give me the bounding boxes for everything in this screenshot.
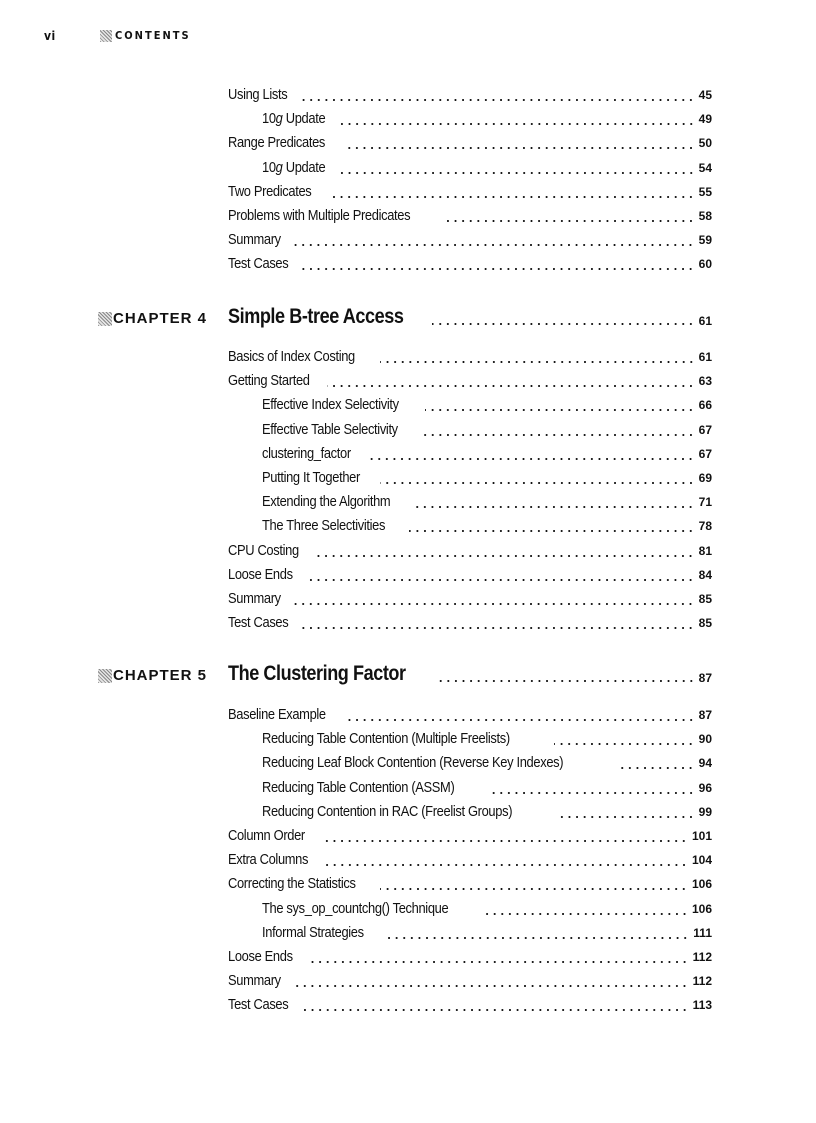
toc-entry[interactable] <box>228 344 712 366</box>
dot-leader <box>340 172 695 174</box>
toc-entry-page: 71 <box>698 495 712 510</box>
dot-leader <box>327 385 695 387</box>
chapter-label-text: CHAPTER 5 <box>113 667 208 684</box>
toc-entry[interactable] <box>262 896 712 918</box>
toc-entry-page: 58 <box>698 209 712 223</box>
dot-leader <box>345 147 695 149</box>
dot-leader <box>340 123 695 125</box>
dot-leader <box>346 719 695 721</box>
toc-entry-title: Reducing Table Contention (ASSM) <box>262 778 455 796</box>
toc-entry-page: 60 <box>698 257 712 272</box>
toc-entry-page: 90 <box>698 732 712 747</box>
toc-entry-title: The Three Selectivities <box>262 517 386 535</box>
toc-entry-title: clustering_factor <box>262 444 351 462</box>
toc-entry-title: Loose Ends <box>228 565 293 583</box>
chapter-heading-5[interactable] <box>98 658 712 686</box>
toc-entry[interactable] <box>228 847 712 869</box>
toc-entry-title: Effective Index Selectivity <box>262 396 399 414</box>
dot-leader <box>384 937 689 939</box>
dot-leader <box>302 1009 688 1011</box>
toc-entry[interactable] <box>228 992 712 1014</box>
toc-entry-page: 87 <box>698 708 712 722</box>
toc-entry-page: 85 <box>698 592 712 606</box>
toc-entry-page: 101 <box>691 829 712 843</box>
toc-entry-title: Summary <box>228 972 281 990</box>
dot-leader <box>425 409 695 411</box>
toc-entry-page: 59 <box>698 233 712 248</box>
toc-entry-page: 96 <box>698 780 712 795</box>
dot-leader <box>293 985 688 987</box>
chapter-page: 87 <box>698 671 712 685</box>
toc-entry-page: 85 <box>698 616 712 631</box>
toc-entry-page: 63 <box>698 374 712 389</box>
toc-entry-page: 61 <box>698 350 712 364</box>
toc-entry[interactable] <box>262 920 712 942</box>
toc-entry-title: Test Cases <box>228 996 289 1014</box>
dot-leader <box>307 961 688 963</box>
dot-leader <box>483 913 688 915</box>
toc-entry-title: Baseline Example <box>228 706 326 723</box>
dot-leader <box>432 323 695 325</box>
toc-entry[interactable] <box>262 726 712 748</box>
page-header <box>44 29 191 43</box>
toc-entry-page: 67 <box>698 422 712 437</box>
hatch-bullet-icon <box>98 669 112 683</box>
toc-entry[interactable] <box>228 871 712 893</box>
chapter-label <box>98 310 228 327</box>
toc-entry[interactable] <box>262 465 712 487</box>
page-number: vi <box>44 29 56 43</box>
toc-entry[interactable] <box>228 227 712 249</box>
chapter-title: Simple B-tree Access <box>228 305 404 328</box>
toc-entry-page: 78 <box>698 519 712 534</box>
toc-entry[interactable] <box>262 775 712 797</box>
toc-entry[interactable] <box>228 203 712 225</box>
toc-entry-page: 94 <box>698 756 712 771</box>
dot-leader <box>369 458 694 460</box>
toc-entry-title: Range Predicates <box>228 134 326 152</box>
toc-entry-page: 67 <box>698 446 712 461</box>
chapter-label-text: CHAPTER 4 <box>113 310 208 327</box>
toc-entry-title: The sys_op_countchg() Technique <box>262 899 449 917</box>
toc-entry-title: 10g Update <box>262 158 326 176</box>
dot-leader <box>307 579 694 581</box>
hatch-bullet-icon <box>100 30 112 42</box>
toc-entry[interactable] <box>228 130 712 152</box>
toc-entry[interactable] <box>228 562 712 584</box>
dot-leader <box>380 361 695 363</box>
dot-leader <box>380 888 688 890</box>
toc-entry-title: Reducing Leaf Block Contention (Reverse Key Indexes) <box>262 754 564 772</box>
toc-entry[interactable] <box>228 586 712 608</box>
toc-entry-title: Test Cases <box>228 255 289 273</box>
toc-entry-title: Getting Started <box>228 372 310 390</box>
toc-entry[interactable] <box>228 251 712 273</box>
dot-leader <box>314 555 694 557</box>
dot-leader <box>301 99 695 101</box>
toc-entry[interactable] <box>262 155 712 177</box>
toc-entry-title: Basics of Index Costing <box>228 348 355 365</box>
toc-entry-title: Two Predicates <box>228 182 312 200</box>
toc-entry-title: CPU Costing <box>228 541 299 559</box>
dot-leader <box>424 434 695 436</box>
toc-entry-page: 84 <box>698 567 712 582</box>
toc-entry-page: 81 <box>698 543 712 558</box>
dot-leader <box>435 680 695 682</box>
toc-entry-title: Extra Columns <box>228 851 309 869</box>
dot-leader <box>321 840 688 842</box>
toc-entry-title: Informal Strategies <box>262 923 364 941</box>
toc-entry-title: Reducing Contention in RAC (Freelist Groups) <box>262 802 513 820</box>
toc-entry[interactable] <box>228 610 712 632</box>
dot-leader <box>444 220 695 222</box>
toc-entry[interactable] <box>228 944 712 966</box>
dot-leader <box>380 482 695 484</box>
chapter-page: 61 <box>698 314 712 328</box>
dot-leader <box>293 244 694 246</box>
toc-entry-page: 112 <box>692 950 712 964</box>
toc-entry-title: Putting It Together <box>262 469 360 486</box>
toc-entry[interactable] <box>262 106 712 128</box>
chapter-label <box>98 667 228 684</box>
dot-leader <box>302 268 694 270</box>
toc-entry-title: Correcting the Statistics <box>228 875 356 893</box>
toc-entry-title: Column Order <box>228 827 305 844</box>
toc-entry-title: Summary <box>228 231 281 249</box>
chapter-heading-4[interactable] <box>98 301 712 329</box>
toc-entry-title: Reducing Table Contention (Multiple Freelists) <box>262 730 510 748</box>
toc-entry-title: Test Cases <box>228 614 289 632</box>
toc-entry-page: 113 <box>692 998 712 1013</box>
toc-entry[interactable] <box>262 750 712 772</box>
dot-leader <box>490 792 695 794</box>
hatch-bullet-icon <box>98 312 112 326</box>
toc-entry[interactable] <box>228 968 712 990</box>
dot-leader <box>616 767 694 769</box>
toc-entry[interactable] <box>228 538 712 560</box>
toc-entry-page: 111 <box>693 925 712 940</box>
toc-entry[interactable] <box>228 368 712 390</box>
toc-entry-page: 54 <box>698 160 712 175</box>
chapter-title: The Clustering Factor <box>228 662 406 685</box>
toc-entry[interactable] <box>228 702 712 724</box>
toc-entry-title: 10g Update <box>262 110 326 128</box>
toc-entry-page: 49 <box>698 112 712 127</box>
toc-entry-page: 106 <box>691 877 712 892</box>
toc-entry[interactable] <box>262 441 712 463</box>
toc-entry[interactable] <box>262 513 712 535</box>
toc-entry-title: Effective Table Selectivity <box>262 420 398 438</box>
toc-entry-page: 45 <box>698 88 712 102</box>
toc-entry-page: 69 <box>698 471 712 485</box>
toc-entry[interactable] <box>262 799 712 821</box>
dot-leader <box>557 816 695 818</box>
dot-leader <box>554 743 694 745</box>
toc-entry-title: Extending the Algorithm <box>262 493 391 511</box>
dot-leader <box>302 627 694 629</box>
dot-leader <box>329 196 695 198</box>
dot-leader <box>325 864 688 866</box>
toc-entry-page: 55 <box>698 184 712 199</box>
toc-entry-title: Using Lists <box>228 86 288 103</box>
toc-entry-page: 99 <box>698 804 712 819</box>
dot-leader <box>415 506 694 508</box>
toc-entry-title: Summary <box>228 590 281 607</box>
toc-entry-page: 106 <box>691 901 712 916</box>
toc-entry[interactable] <box>228 82 712 104</box>
toc-entry-page: 66 <box>698 398 712 413</box>
dot-leader <box>409 530 695 532</box>
toc-entry-page: 104 <box>691 853 712 868</box>
dot-leader <box>293 603 694 605</box>
toc-entry[interactable] <box>228 179 712 201</box>
running-head <box>100 29 191 42</box>
toc-entry[interactable] <box>228 823 712 845</box>
toc-entry-page: 50 <box>698 136 712 151</box>
toc-entry-title: Problems with Multiple Predicates <box>228 207 411 224</box>
toc-entry-title: Loose Ends <box>228 948 293 965</box>
toc-entry-page: 112 <box>692 974 712 989</box>
toc-entry[interactable] <box>262 417 712 439</box>
running-head-text: CONTENTS <box>115 29 191 42</box>
toc-entry[interactable] <box>262 489 712 511</box>
toc-entry[interactable] <box>262 392 712 414</box>
